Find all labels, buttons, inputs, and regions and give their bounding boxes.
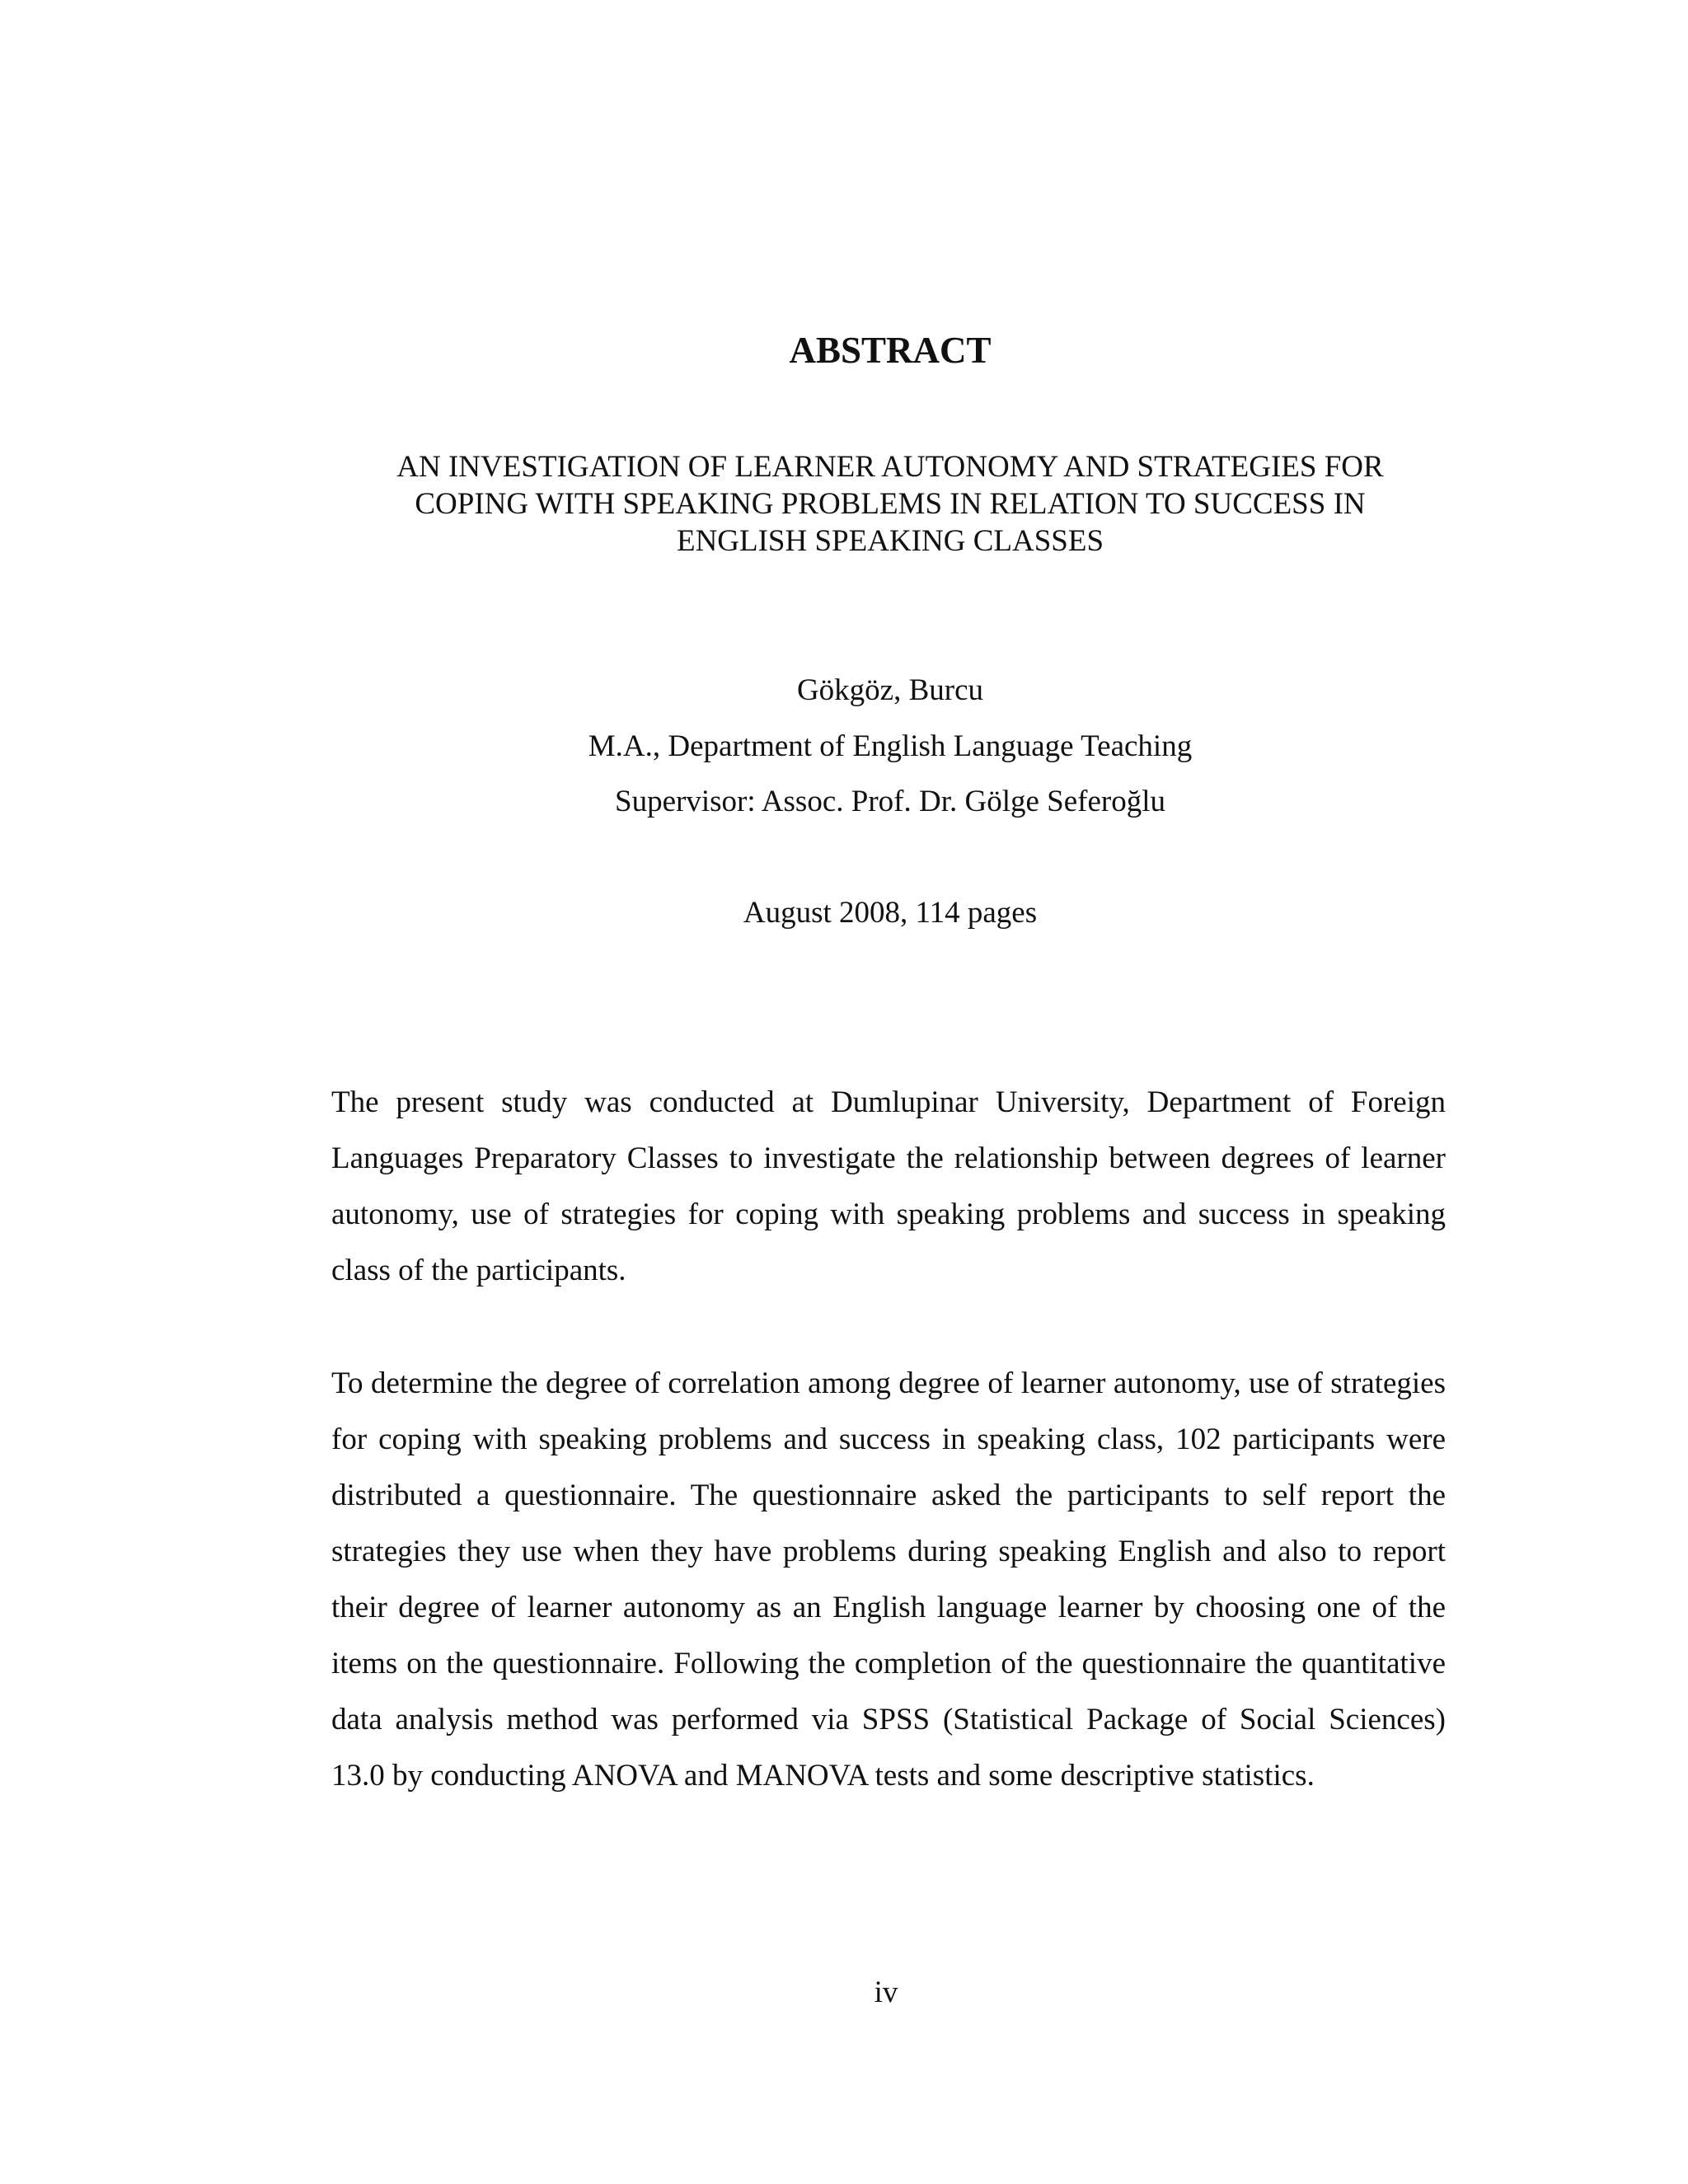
thesis-title-line: COPING WITH SPEAKING PROBLEMS IN RELATION TO SUCCESS IN xyxy=(415,487,1366,521)
abstract-heading: ABSTRACT xyxy=(789,330,992,371)
thesis-title-line: AN INVESTIGATION OF LEARNER AUTONOMY AND STRATEGIES FOR xyxy=(396,450,1384,484)
abstract-paragraph-2: To determine the degree of correlation among degree of learner autonomy, use of strategies for coping with speaking problems and success in speaking class, 102 participants were distributed a questionnaire. The questionnaire asked the participants to self report the strategies they use when they have problems during speaking English and also to report their degree of learner autonomy as an English language learner by choosing one of the items on the questionnaire. Following the completion of the questionnaire the quantitative data analysis method was performed via SPSS (Statistical Package of Social Sciences) 13.0 by conducting ANOVA and MANOVA tests and some descriptive statistics. xyxy=(331,1366,1446,1793)
author-name: Gökgöz, Burcu xyxy=(796,673,984,707)
thesis-title-line: ENGLISH SPEAKING CLASSES xyxy=(676,524,1104,558)
date-and-page-count: August 2008, 114 pages xyxy=(743,896,1038,930)
page-number: iv xyxy=(874,1975,898,2009)
abstract-paragraph-1: The present study was conducted at Dumlupinar University, Department of Foreign Languages Preparatory Classes to investigate the relationship between degrees of learner autonomy, use of strategies for coping with speaking problems and success in speaking class of the participants. xyxy=(331,1085,1446,1287)
supervisor: Supervisor: Assoc. Prof. Dr. Gölge Seferoğlu xyxy=(615,785,1165,818)
degree-department: M.A., Department of English Language Teaching xyxy=(588,729,1193,763)
thesis-title xyxy=(330,448,1451,560)
